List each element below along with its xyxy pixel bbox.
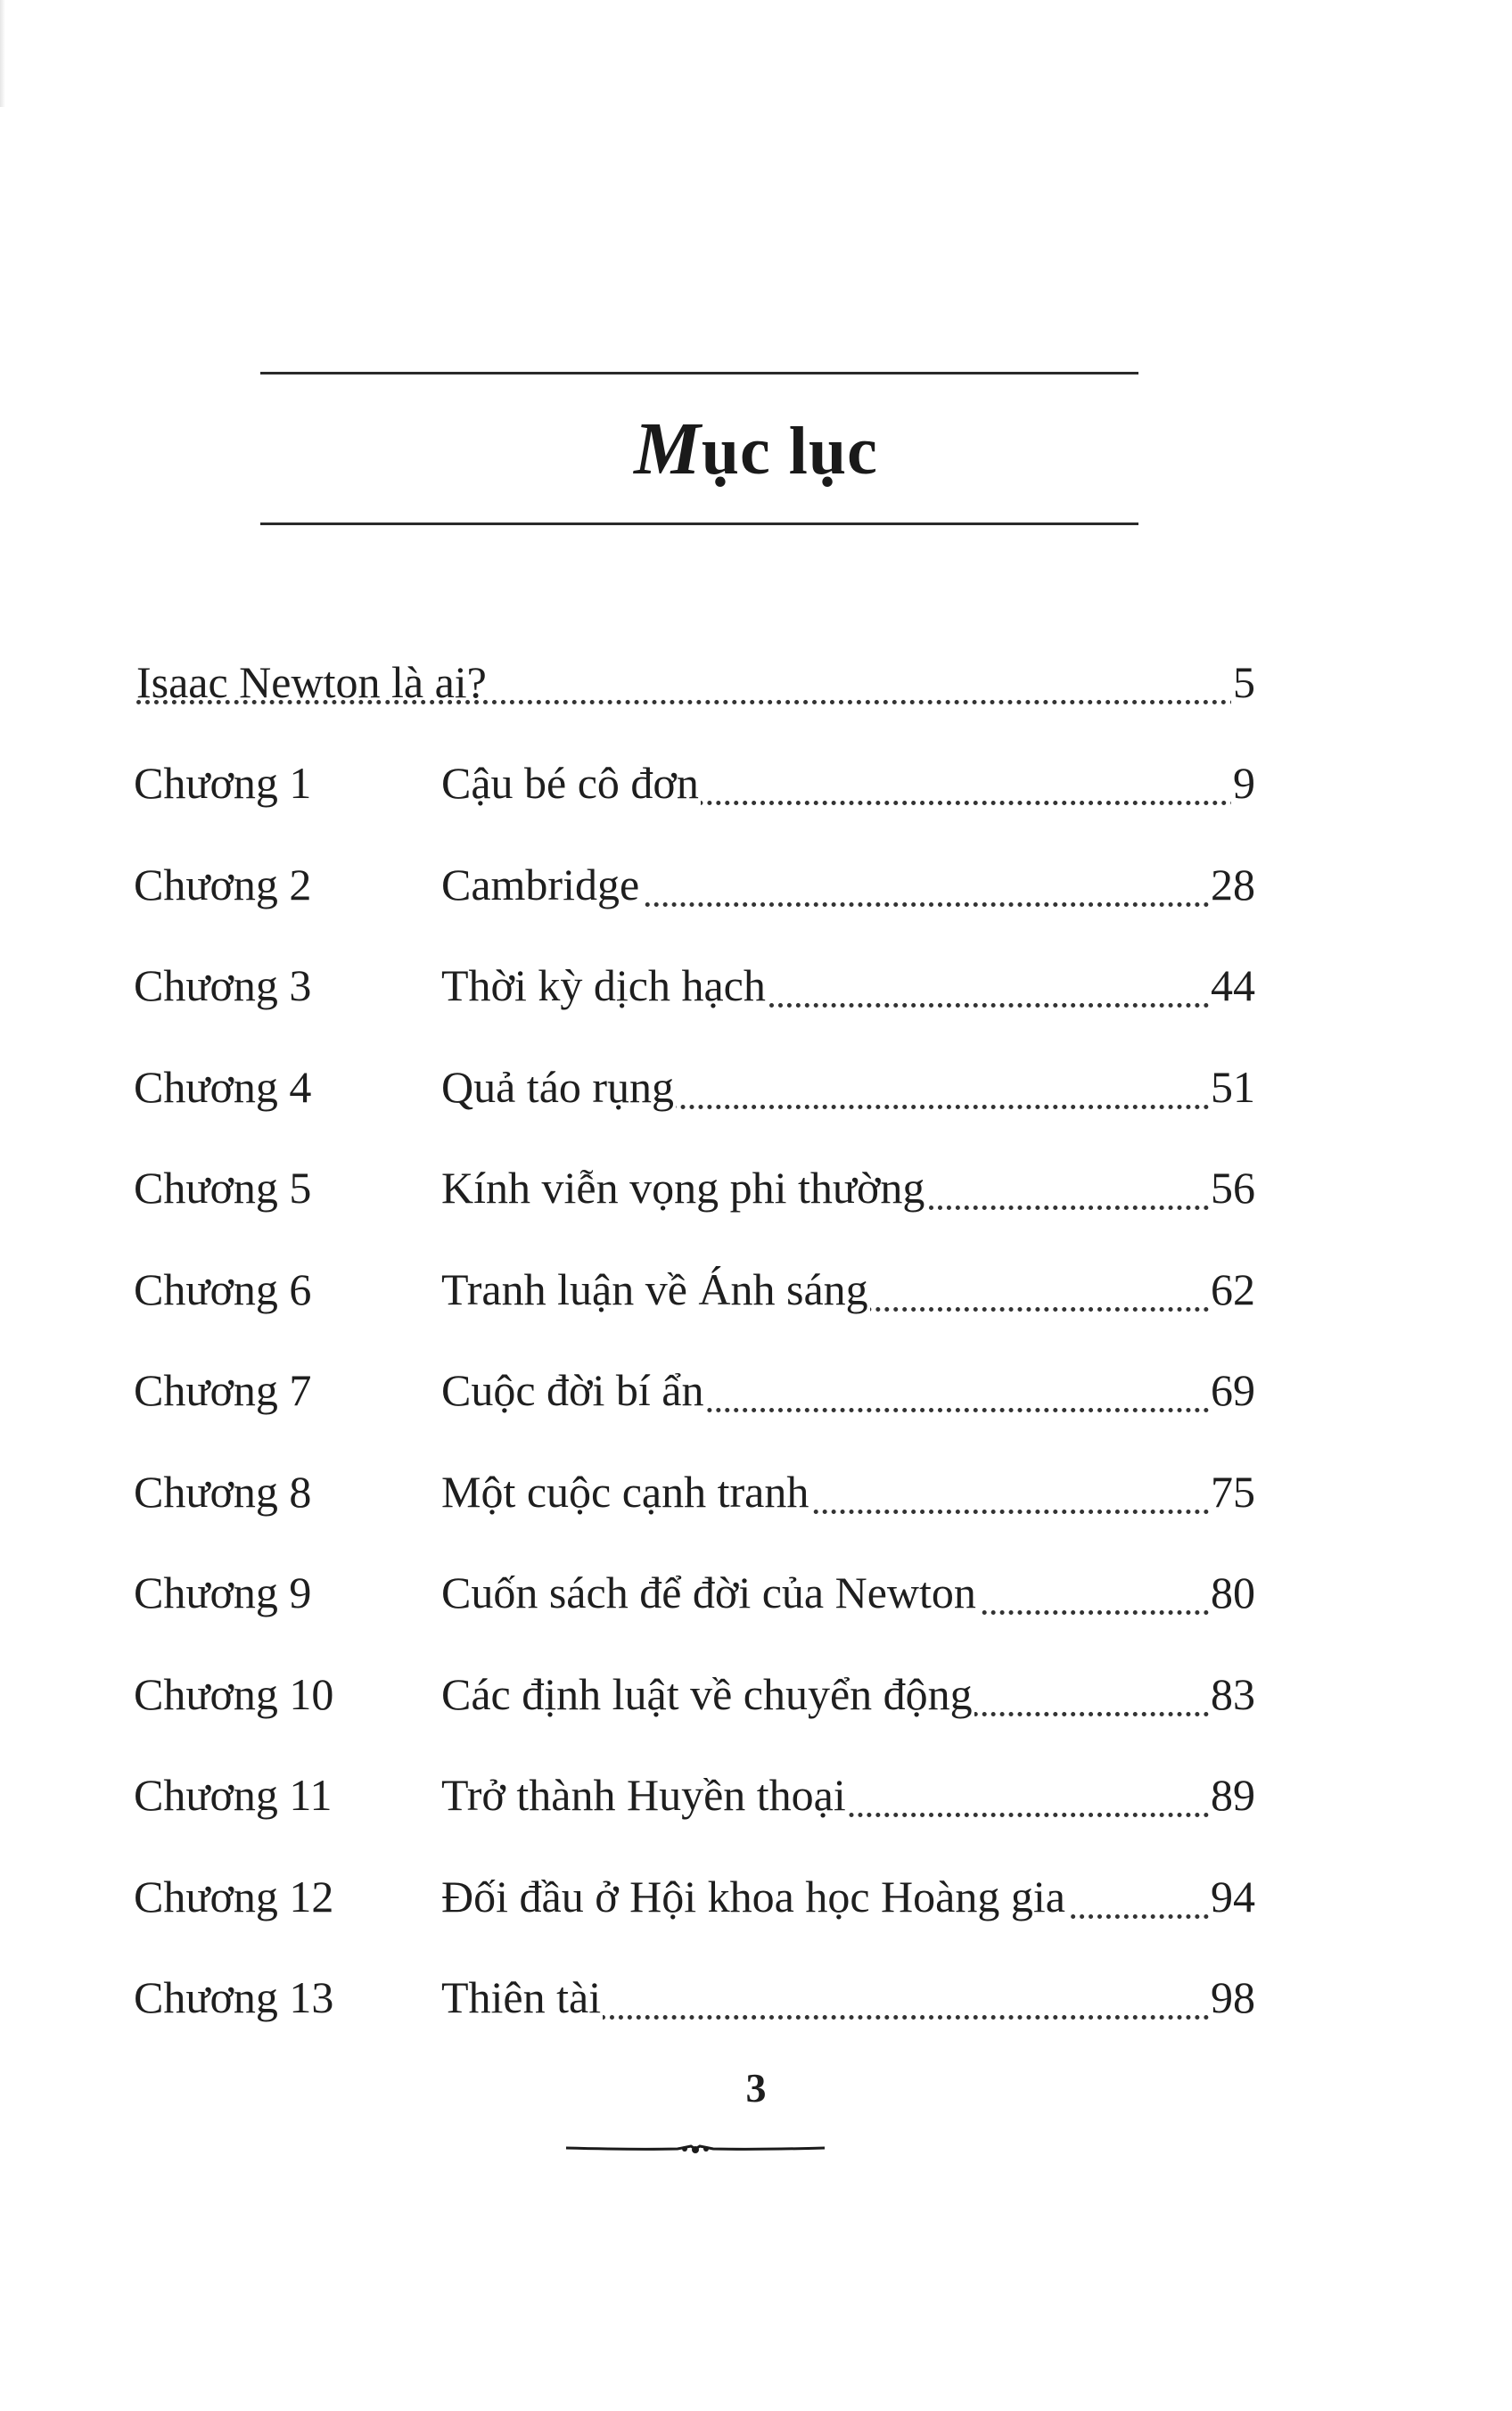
toc-page-number: 75 [1211,1467,1255,1517]
toc-page-number: 89 [1211,1770,1255,1820]
page-title-rest: ục lục [701,414,878,489]
toc-intro-row[interactable] [0,642,1512,722]
toc-page-number: 83 [1211,1669,1255,1719]
toc-chapter-label: Chương 6 [134,1264,312,1314]
toc-chapter-row[interactable] [0,1249,1512,1329]
toc-chapter-label: Chương 1 [134,758,312,808]
toc-chapter-row[interactable] [0,1957,1512,2037]
toc-chapter-label: Chương 7 [134,1365,312,1415]
page-title [0,406,1512,492]
toc-chapter-row[interactable] [0,1452,1512,1532]
toc-chapter-title: Trở thành Huyền thoại [441,1770,846,1820]
toc-chapter-row[interactable] [0,844,1512,925]
title-rule-bottom [260,523,1138,525]
toc-leader-dots [136,700,1253,704]
toc-chapter-title: Thiên tài [441,1972,602,2022]
toc-page-number: 80 [1211,1568,1255,1617]
toc-chapter-row[interactable] [0,1047,1512,1127]
toc-chapter-label: Chương 9 [134,1568,312,1617]
toc-chapter-label: Chương 11 [134,1770,333,1820]
toc-chapter-row[interactable] [0,1350,1512,1430]
toc-chapter-row[interactable] [0,1654,1512,1734]
toc-chapter-title: Một cuộc cạnh tranh [441,1467,809,1517]
toc-chapter-label: Chương 13 [134,1972,334,2022]
toc-chapter-title: Các định luật về chuyển động [441,1669,973,1719]
toc-page-number: 56 [1211,1163,1255,1213]
toc-chapter-row[interactable] [0,1856,1512,1937]
toc-chapter-label: Chương 4 [134,1062,312,1112]
toc-chapter-label: Chương 5 [134,1163,312,1213]
toc-page-number: 62 [1211,1264,1255,1314]
toc-page-number: 69 [1211,1365,1255,1415]
toc-chapter-row[interactable] [0,1552,1512,1633]
toc-chapter-row[interactable] [0,743,1512,823]
toc-chapter-title: Cuộc đời bí ẩn [441,1365,704,1415]
toc-page-number: 51 [1211,1062,1255,1112]
footer-page-number: 3 [745,2065,767,2111]
toc-page-number: 94 [1211,1872,1255,1921]
toc-chapter-label: Chương 3 [134,960,312,1010]
toc-chapter-title: Đối đầu ở Hội khoa học Hoàng gia [441,1872,1065,1921]
toc-chapter-label: Chương 2 [134,860,312,909]
toc-chapter-title: Kính viễn vọng phi thường [441,1163,925,1213]
flourish-divider-icon [562,2135,829,2162]
toc-chapter-title: Cậu bé cô đơn [441,758,699,808]
page-title-initial: M [634,407,702,490]
toc-page-number: 28 [1211,860,1255,909]
toc-chapter-row[interactable] [0,1755,1512,1835]
toc-chapter-label: Chương 8 [134,1467,312,1517]
page-edge-shadow [0,0,5,107]
toc-intro-title: Isaac Newton là ai? [136,657,487,707]
toc-page-number: 9 [1233,758,1255,808]
toc-page-number: 5 [1233,657,1255,707]
toc-chapter-title: Quả táo rụng [441,1062,675,1112]
toc-chapter-title: Cambridge [441,860,640,909]
toc-chapter-label: Chương 12 [134,1872,334,1921]
toc-page-number: 44 [1211,960,1255,1010]
toc-chapter-title: Thời kỳ dịch hạch [441,960,766,1010]
toc-chapter-title: Cuốn sách để đời của Newton [441,1568,976,1617]
toc-chapter-title: Tranh luận về Ánh sáng [441,1264,868,1314]
toc-chapter-row[interactable] [0,945,1512,1025]
toc-page-number: 98 [1211,1972,1255,2022]
toc-chapter-row[interactable] [0,1148,1512,1228]
toc-chapter-label: Chương 10 [134,1669,334,1719]
title-rule-top [260,372,1138,374]
